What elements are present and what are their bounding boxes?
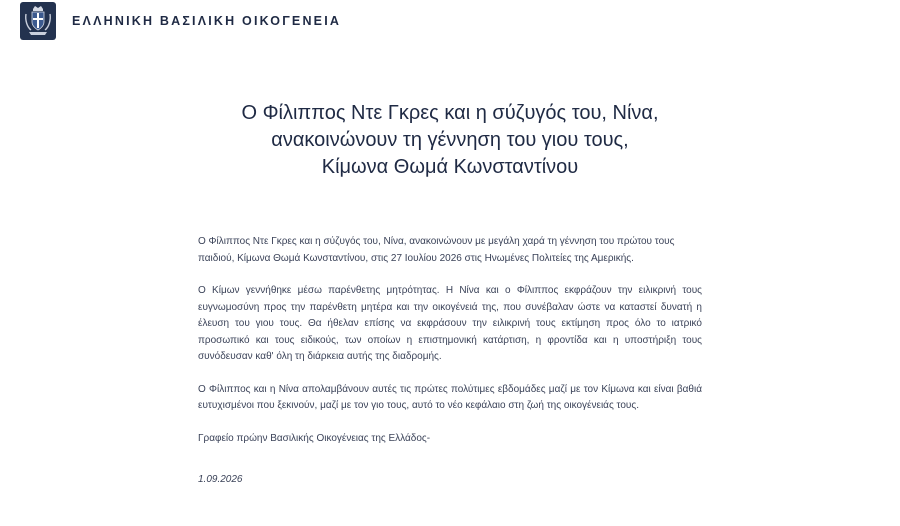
site-title[interactable]: ΕΛΛΗΝΙΚΗ ΒΑΣΙΛΙΚΗ ΟΙΚΟΓΕΝΕΙΑ xyxy=(72,14,342,28)
article-headline xyxy=(0,100,900,181)
royal-coat-of-arms-icon[interactable] xyxy=(20,2,56,40)
headline-line: Κίμωνα Θωμά Κωνσταντίνου xyxy=(321,156,579,178)
article-paragraph: Ο Κίμων γεννήθηκε μέσω παρένθετης μητρότητας. Η Νίνα και ο Φίλιππος εκφράζουν την ειλικρινή τους ευγνωμοσύνη προς την παρένθετη μητέρα και την οικογένειά της, που συνέβαλαν ώστε να καταστεί δυνατή η έλευση του γιου τους. Θα ήθελαν επίσης να εκφράσουν την ειλικρινή τους εκτίμηση προς όλο το ιατρικό προσωπικό και τους ειδικούς, των οποίων η επιστημονική κατάρτιση, η φροντίδα και η υποστήριξη τους συνόδευσαν καθ' όλη τη διάρκεια αυτής της διαδρομής. xyxy=(198,285,702,362)
headline-line: Ο Φίλιππος Ντε Γκρες και η σύζυγός του, Νίνα, xyxy=(241,102,659,124)
crest-graphic xyxy=(23,5,53,37)
article-signature: Γραφείο πρώην Βασιλικής Οικογένειας της Ελλάδος- xyxy=(198,432,431,444)
headline-line: ανακοινώνουν τη γέννηση του γιου τους, xyxy=(271,129,629,151)
article-body xyxy=(198,234,702,463)
site-header xyxy=(0,0,900,44)
article-paragraph: Ο Φίλιππος και η Νίνα απολαμβάνουν αυτές τις πρώτες πολύτιμες εβδομάδες μαζί με τον Κίμωνα και είναι βαθιά ευτυχισμένοι που ξεκινούν, μαζί με τον γιο τους, αυτό το νέο κεφάλαιο στη ζωή της οικογένειάς τους. xyxy=(198,383,702,411)
article-paragraph: Ο Φίλιππος Ντε Γκρες και η σύζυγός του, Νίνα, ανακοινώνουν με μεγάλη χαρά τη γέννηση του πρώτου τους παιδιού, Κίμωνα Θωμά Κωνσταντίνου, στις 27 Ιουλίου 2026 στις Ηνωμένες Πολιτείες της Αμερικής. xyxy=(198,236,675,264)
article-date: 1.09.2026 xyxy=(198,474,243,485)
